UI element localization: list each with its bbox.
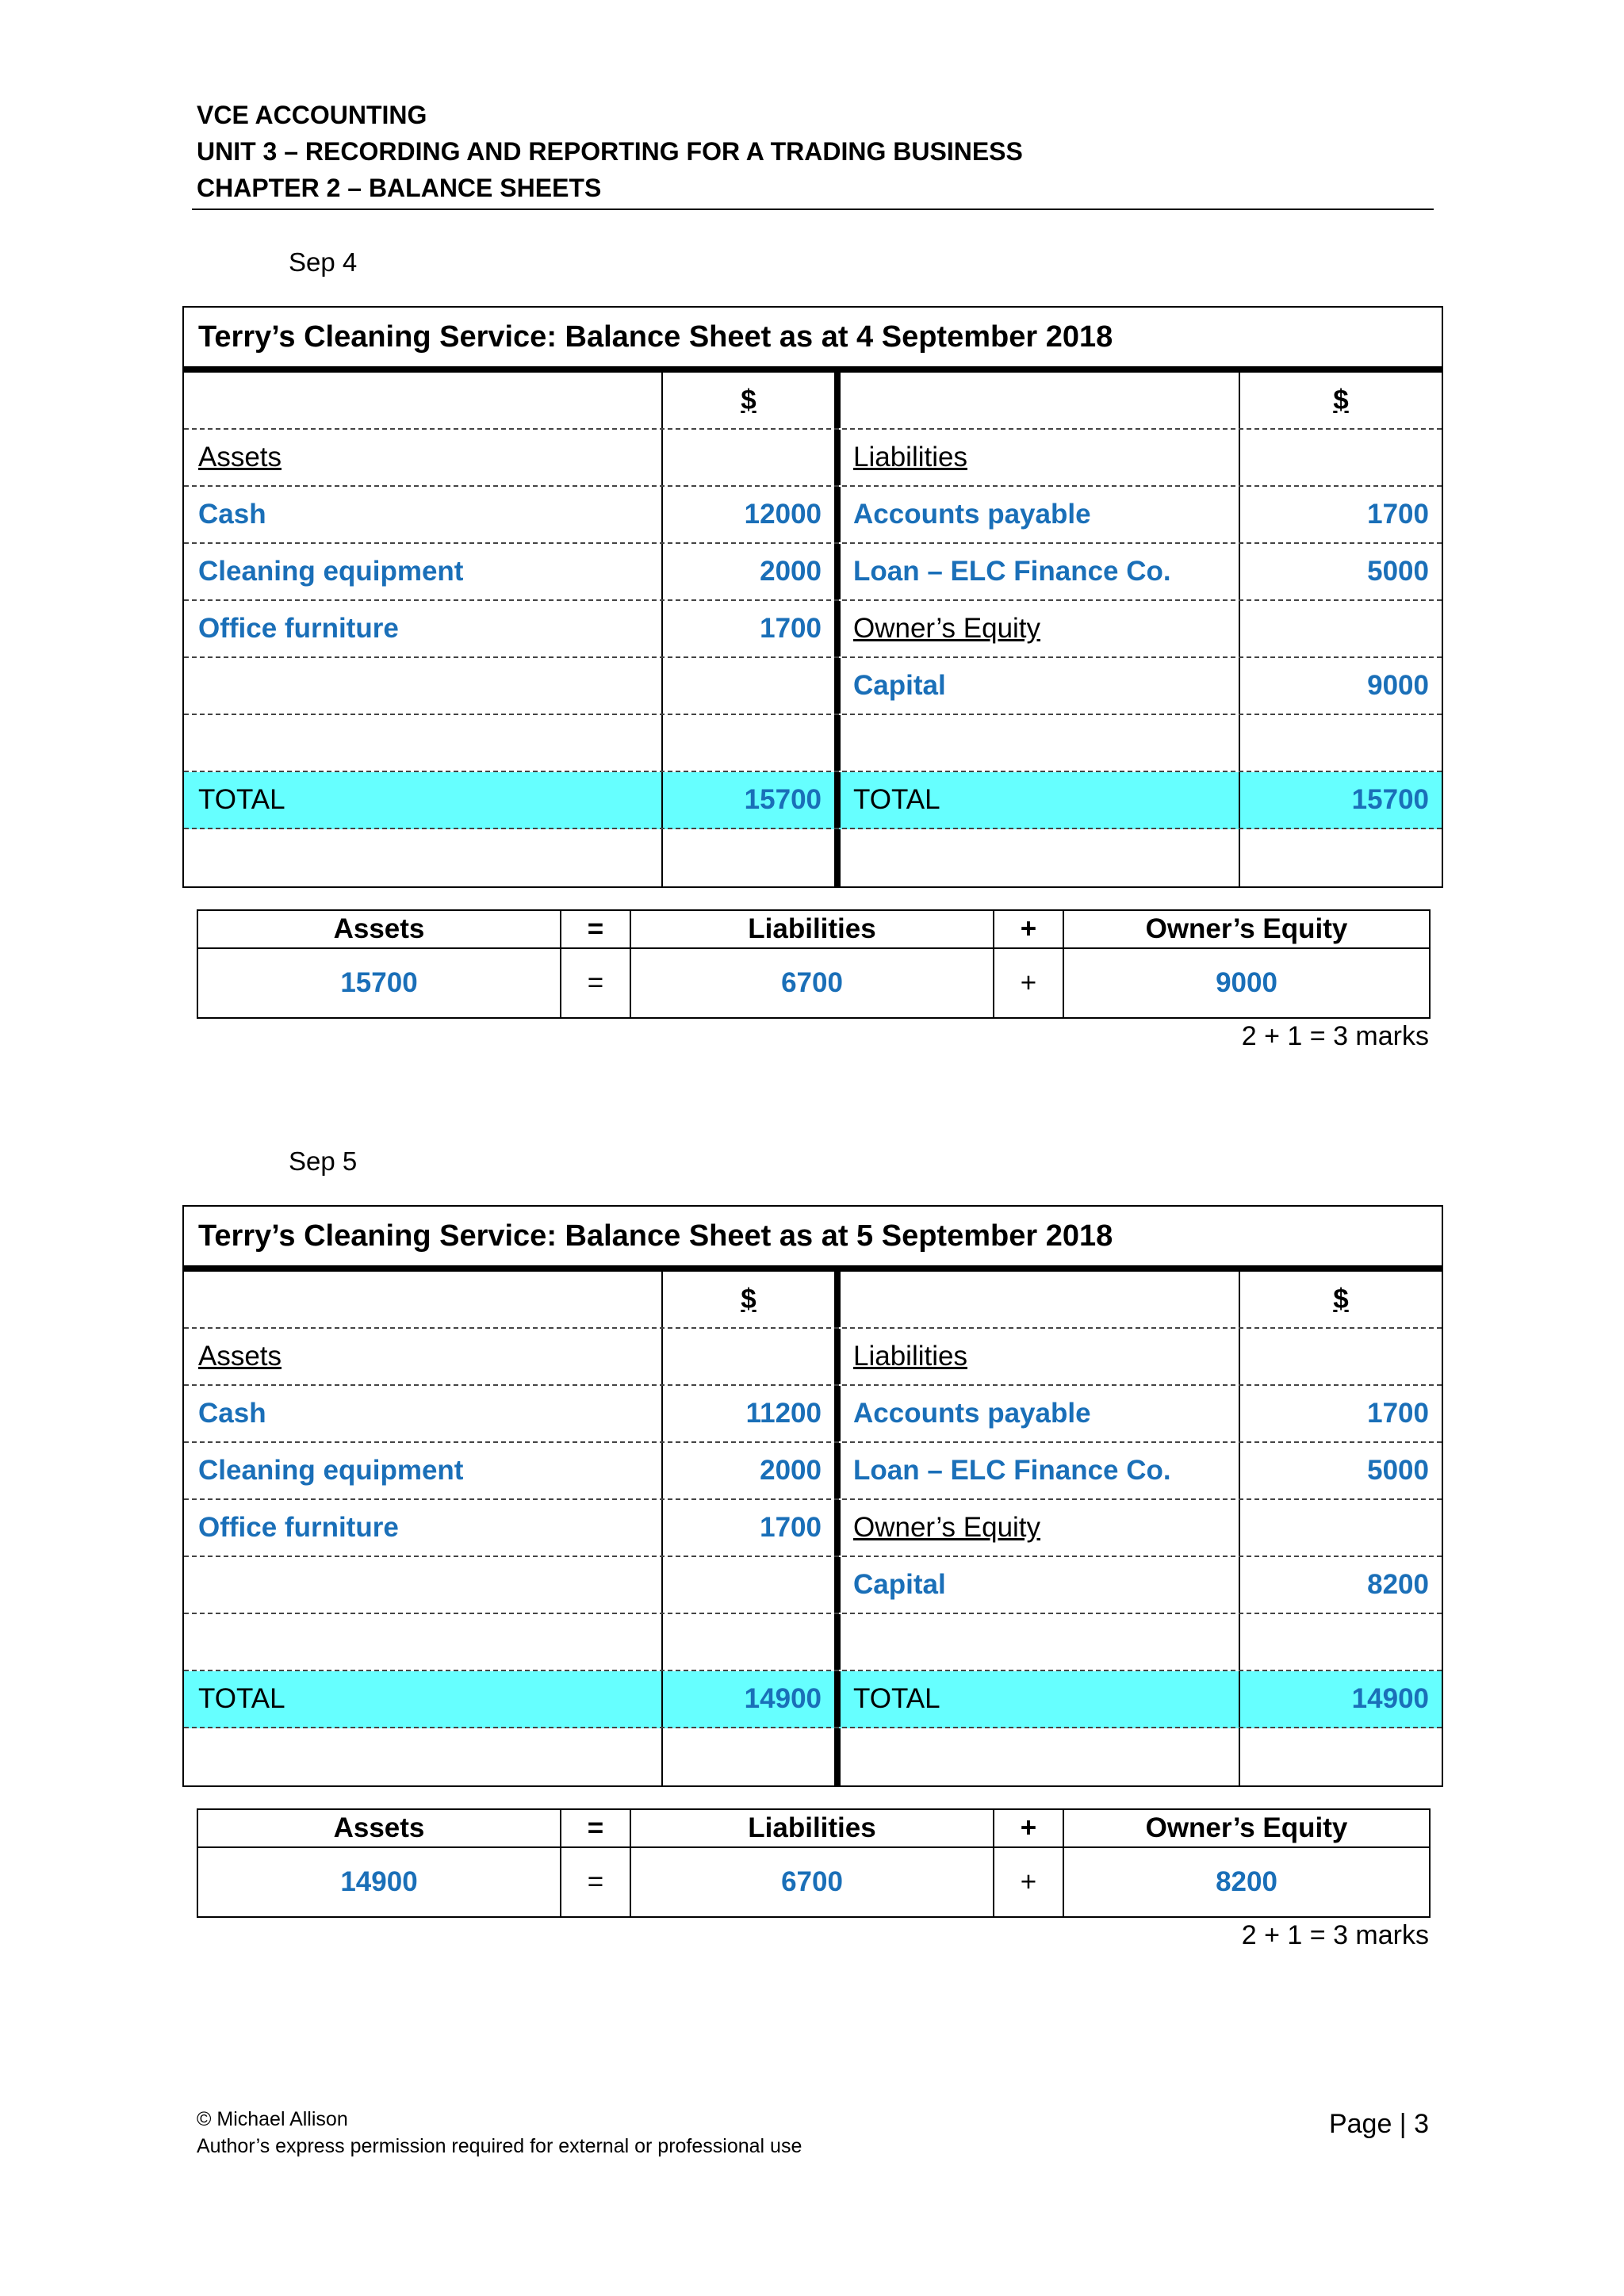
accounting-equation <box>197 909 1431 1019</box>
equity-heading: Owner’s Equity <box>853 1512 1041 1543</box>
table-row <box>184 1557 1442 1614</box>
table-row <box>184 715 1442 772</box>
page-header <box>197 97 1434 206</box>
asset-amount: 12000 <box>744 499 822 530</box>
equity-amount: 9000 <box>1367 670 1429 701</box>
equation-assets-value: 15700 <box>197 948 561 1018</box>
liability-name: Loan – ELC Finance Co. <box>834 1443 1240 1498</box>
balance-sheet-title: Terry’s Cleaning Service: Balance Sheet as at 4 September 2018 <box>184 308 1442 373</box>
liability-name: Loan – ELC Finance Co. <box>834 544 1240 599</box>
dollar-header: $ <box>1333 385 1349 415</box>
liabilities-heading: Liabilities <box>853 1341 967 1372</box>
table-row <box>184 1500 1442 1557</box>
total-row <box>184 1671 1442 1728</box>
footer-credits <box>197 2106 802 2160</box>
equals-sign: = <box>561 948 630 1018</box>
equals-sign: = <box>561 910 630 948</box>
date-label: Sep 5 <box>289 1146 358 1176</box>
dollar-header: $ <box>741 385 756 415</box>
equation-equity-value: 8200 <box>1063 1847 1430 1917</box>
liability-amount: 1700 <box>1367 499 1429 530</box>
marks-label: 2 + 1 = 3 marks <box>1241 1021 1429 1051</box>
assets-heading: Assets <box>198 1341 282 1372</box>
asset-amount: 2000 <box>760 1455 822 1486</box>
balance-sheet-title: Terry’s Cleaning Service: Balance Sheet as at 5 September 2018 <box>184 1207 1442 1272</box>
liability-amount: 1700 <box>1367 1398 1429 1429</box>
plus-sign: + <box>994 910 1063 948</box>
total-label: TOTAL <box>834 1671 1240 1727</box>
asset-name: Office furniture <box>184 1500 663 1556</box>
liability-name: Accounts payable <box>834 1386 1240 1441</box>
liability-amount: 5000 <box>1367 1455 1429 1486</box>
equation-assets-label: Assets <box>197 1809 561 1847</box>
table-row <box>184 430 1442 487</box>
table-row <box>184 1614 1442 1671</box>
asset-name: Cash <box>184 487 663 542</box>
equation-liabilities-value: 6700 <box>630 1847 994 1917</box>
equation-equity-label: Owner’s Equity <box>1063 910 1430 948</box>
asset-amount: 1700 <box>760 1512 822 1543</box>
total-label: TOTAL <box>184 772 663 828</box>
total-liabilities-equity: 15700 <box>1351 784 1429 815</box>
table-row <box>184 1443 1442 1500</box>
balance-sheet <box>182 1205 1443 1787</box>
equation-assets-value: 14900 <box>197 1847 561 1917</box>
plus-sign: + <box>994 948 1063 1018</box>
table-row <box>184 1728 1442 1785</box>
date-label: Sep 4 <box>289 247 358 277</box>
total-liabilities-equity: 14900 <box>1351 1683 1429 1714</box>
equation-assets-label: Assets <box>197 910 561 948</box>
chapter-title: CHAPTER 2 – BALANCE SHEETS <box>197 174 602 202</box>
table-row <box>184 829 1442 886</box>
equals-sign: = <box>561 1809 630 1847</box>
asset-name: Cash <box>184 1386 663 1441</box>
table-row <box>184 658 1442 715</box>
asset-amount: 2000 <box>760 556 822 587</box>
liability-amount: 5000 <box>1367 556 1429 587</box>
header-divider <box>192 209 1434 210</box>
total-assets: 15700 <box>744 784 822 815</box>
equation-liabilities-value: 6700 <box>630 948 994 1018</box>
marks-label: 2 + 1 = 3 marks <box>1241 1920 1429 1950</box>
table-row <box>184 1386 1442 1443</box>
asset-amount: 11200 <box>745 1398 822 1429</box>
equity-name: Capital <box>834 658 1240 714</box>
equity-name: Capital <box>834 1557 1240 1613</box>
equation-equity-label: Owner’s Equity <box>1063 1809 1430 1847</box>
unit-title: UNIT 3 – RECORDING AND REPORTING FOR A TRADING BUSINESS <box>197 137 1023 166</box>
dollar-header: $ <box>1333 1284 1349 1314</box>
assets-heading: Assets <box>198 442 282 473</box>
equity-amount: 8200 <box>1367 1569 1429 1600</box>
liabilities-heading: Liabilities <box>853 442 967 473</box>
equation-liabilities-label: Liabilities <box>630 910 994 948</box>
total-label: TOTAL <box>184 1671 663 1727</box>
equation-equity-value: 9000 <box>1063 948 1430 1018</box>
accounting-equation <box>197 1808 1431 1918</box>
copyright-text: © Michael Allison <box>197 2108 348 2130</box>
total-assets: 14900 <box>744 1683 822 1714</box>
table-row <box>184 601 1442 658</box>
asset-amount: 1700 <box>760 613 822 644</box>
equals-sign: = <box>561 1847 630 1917</box>
plus-sign: + <box>994 1847 1063 1917</box>
asset-name: Cleaning equipment <box>184 544 663 599</box>
plus-sign: + <box>994 1809 1063 1847</box>
permission-text: Author’s express permission required for external or professional use <box>197 2135 802 2157</box>
table-row <box>184 1272 1442 1329</box>
dollar-header: $ <box>741 1284 756 1314</box>
table-row <box>184 487 1442 544</box>
table-row <box>184 544 1442 601</box>
table-row <box>184 373 1442 430</box>
asset-name: Office furniture <box>184 601 663 656</box>
subject-title: VCE ACCOUNTING <box>197 101 427 129</box>
equity-heading: Owner’s Equity <box>853 613 1041 644</box>
total-row <box>184 772 1442 829</box>
liability-name: Accounts payable <box>834 487 1240 542</box>
table-row <box>184 1329 1442 1386</box>
total-label: TOTAL <box>834 772 1240 828</box>
asset-name: Cleaning equipment <box>184 1443 663 1498</box>
page-number: Page | 3 <box>1328 2109 1429 2139</box>
balance-sheet <box>182 306 1443 888</box>
equation-liabilities-label: Liabilities <box>630 1809 994 1847</box>
